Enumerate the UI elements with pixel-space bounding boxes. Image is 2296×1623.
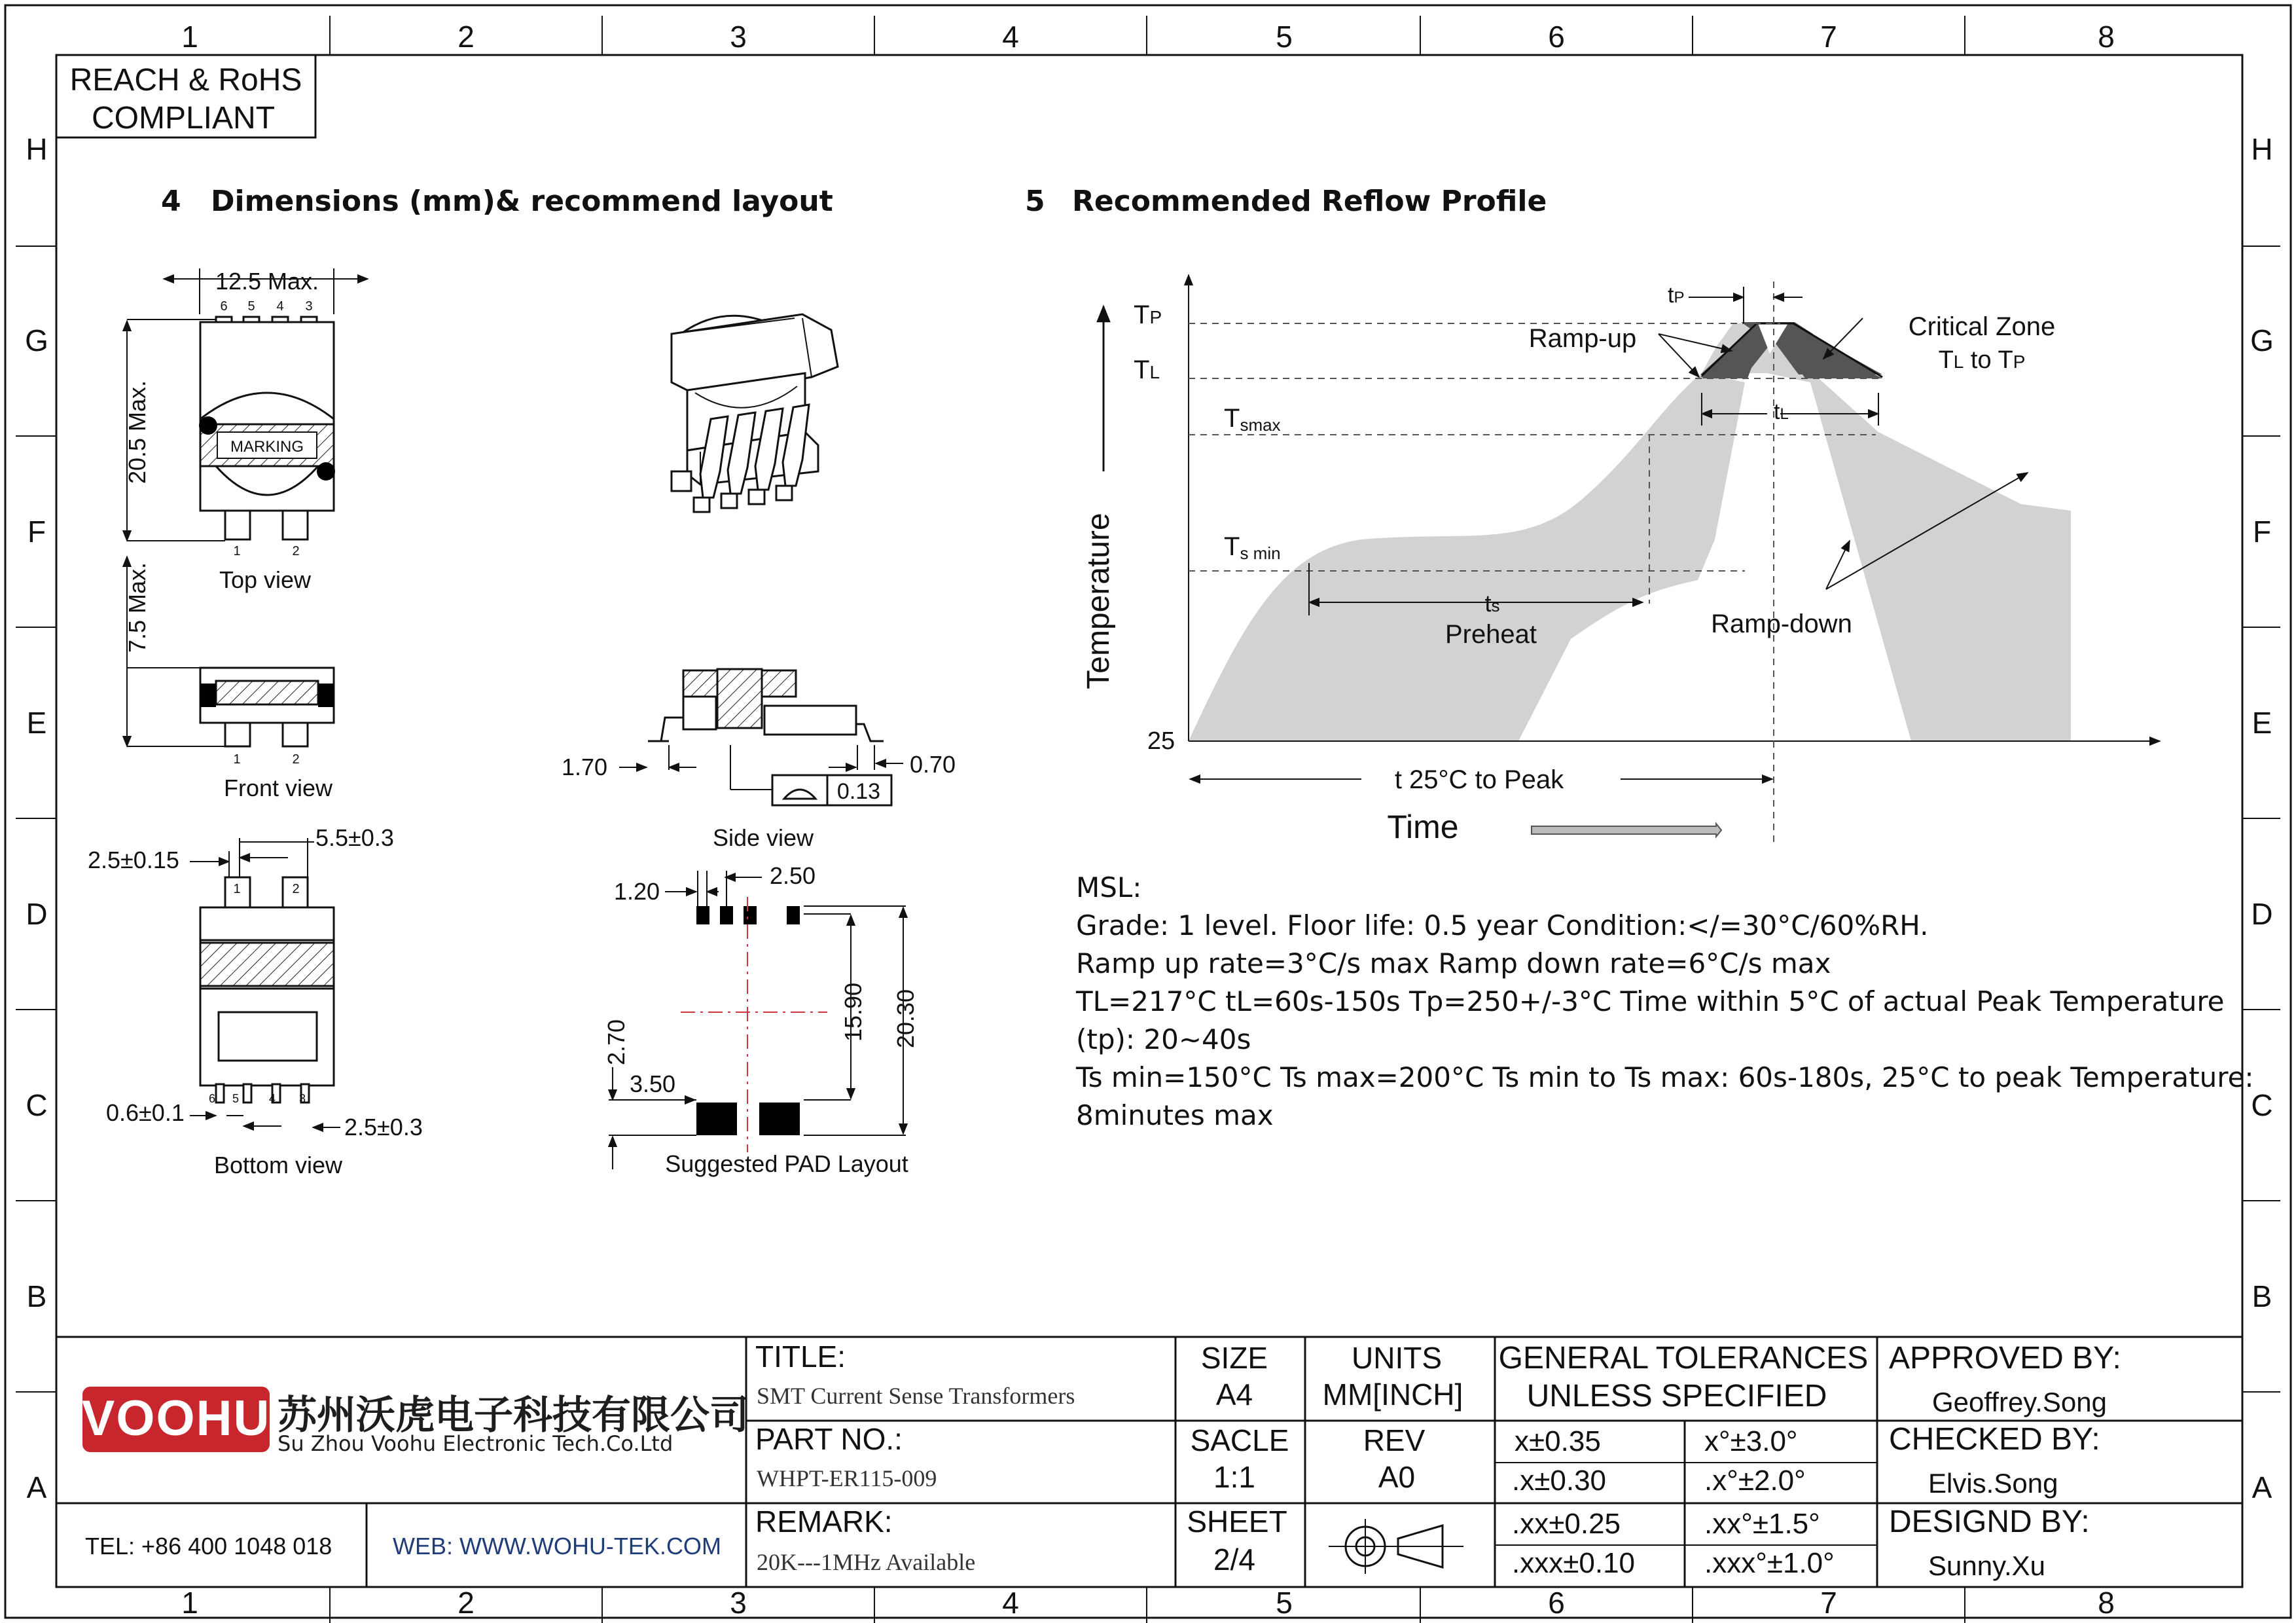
- row-label: G: [2250, 323, 2274, 357]
- tolerance-value: .xx±0.25: [1512, 1508, 1621, 1540]
- pad-layout: [603, 862, 919, 1177]
- sheet-label: SHEET: [1187, 1504, 1287, 1539]
- section-4-number: 4: [161, 185, 181, 218]
- isometric-view: [672, 314, 838, 512]
- msl-line: Grade: 1 level. Floor life: 0.5 year Condition:</=30°C/60%RH.: [1076, 909, 1929, 941]
- logo-text: VOOHU: [81, 1391, 271, 1446]
- column-label: 1: [181, 1586, 198, 1620]
- row-label: H: [26, 132, 48, 166]
- scale-label: SACLE: [1190, 1423, 1289, 1457]
- tsmin-label: Ts min: [1224, 532, 1281, 563]
- remark-label: REMARK:: [755, 1504, 893, 1539]
- ramp-down-label: Ramp-down: [1711, 610, 1852, 638]
- section-5-title: Recommended Reflow Profile: [1072, 185, 1547, 218]
- pin-number: 5: [232, 1092, 240, 1105]
- preheat-label: Preheat: [1444, 620, 1537, 649]
- compliance-line-1: REACH & RoHS: [69, 63, 302, 98]
- pad-height-dim: 2.70: [603, 1019, 630, 1066]
- pad-width-dim: 1.20: [614, 878, 660, 905]
- row-label: F: [27, 515, 46, 549]
- top-width-label: 12.5 Max.: [215, 268, 319, 295]
- section-4-title: Dimensions (mm)& recommend layout: [211, 185, 833, 218]
- pin-number: 2: [292, 544, 300, 558]
- column-label: 5: [1276, 1586, 1293, 1620]
- ramp-up-label: Ramp-up: [1528, 324, 1637, 353]
- x-span-label: t 25°C to Peak: [1394, 765, 1564, 794]
- approved-value: Geoffrey.Song: [1932, 1387, 2107, 1417]
- column-label: 1: [181, 20, 198, 54]
- remark-value: 20K---1MHz Available: [757, 1549, 976, 1575]
- designed-value: Sunny.Xu: [1928, 1550, 2046, 1581]
- pin-number: 6: [220, 299, 228, 314]
- big-pad-dim: 3.50: [630, 1070, 676, 1097]
- tel: TEL: +86 400 1048 018: [85, 1533, 332, 1559]
- compliance-box: [56, 55, 315, 137]
- front-view: [124, 556, 334, 801]
- sheet-value: 2/4: [1213, 1542, 1255, 1577]
- units-value: MM[INCH]: [1322, 1377, 1463, 1412]
- pin-number: 3: [305, 299, 313, 314]
- title-value: SMT Current Sense Transformers: [757, 1383, 1075, 1409]
- dim-d-label: 2.5±0.3: [344, 1114, 423, 1140]
- tsmax-label: Tsmax: [1224, 404, 1281, 435]
- msl-line: TL=217°C tL=60s-150s Tp=250+/-3°C Time within 5°C of actual Peak Temperature: [1076, 985, 2225, 1017]
- tp-label: TP: [1134, 301, 1162, 329]
- pin-number: 4: [268, 1092, 276, 1105]
- row-label: A: [26, 1470, 47, 1504]
- row-label: E: [26, 706, 47, 740]
- column-label: 2: [457, 20, 475, 54]
- size-value: A4: [1215, 1377, 1253, 1412]
- column-label: 6: [1548, 1586, 1565, 1620]
- tolerance-value: .x±0.30: [1512, 1465, 1607, 1497]
- section-5-number: 5: [1025, 185, 1045, 218]
- ts-label: ts: [1484, 590, 1500, 617]
- side-right-dim: 0.70: [910, 751, 956, 778]
- approved-label: APPROVED BY:: [1889, 1341, 2121, 1376]
- msl-line: Ramp up rate=3°C/s max Ramp down rate=6°C/s max: [1076, 947, 1831, 979]
- column-label: 3: [730, 20, 747, 54]
- column-label: 4: [1002, 1586, 1019, 1620]
- msl-notes: [1075, 871, 2254, 1131]
- tp-time-label: tP: [1668, 283, 1685, 308]
- dim-a-label: 2.5±0.15: [88, 847, 179, 873]
- rev-label: REV: [1363, 1423, 1426, 1457]
- pin-number: 2: [292, 882, 300, 896]
- tolerance-value: .xxx°±1.0°: [1704, 1547, 1835, 1579]
- column-label: 8: [2098, 1586, 2115, 1620]
- scale-value: 1:1: [1213, 1460, 1255, 1494]
- checked-value: Elvis.Song: [1928, 1468, 2058, 1499]
- msl-line: 8minutes max: [1076, 1099, 1274, 1131]
- critical-zone-line-1: Critical Zone: [1908, 312, 2056, 341]
- pin-number: 1: [233, 882, 241, 896]
- pin-number: 4: [276, 299, 284, 314]
- x-axis-label: Time: [1387, 809, 1459, 845]
- tolerance-value: .x°±2.0°: [1704, 1465, 1806, 1497]
- units-label: UNITS: [1352, 1341, 1442, 1375]
- column-label: 7: [1820, 20, 1837, 54]
- size-label: SIZE: [1200, 1341, 1268, 1375]
- tolerance-header-2: UNLESS SPECIFIED: [1526, 1379, 1827, 1413]
- pad-inner-dim: 15.90: [840, 982, 867, 1042]
- rev-value: A0: [1378, 1460, 1416, 1494]
- bottom-view-caption: Bottom view: [213, 1152, 343, 1178]
- row-label: C: [2251, 1088, 2273, 1122]
- column-label: 5: [1276, 20, 1293, 54]
- critical-zone-line-2: TL to TP: [1938, 346, 2026, 374]
- pin-number: 1: [233, 752, 241, 767]
- top-view-caption: Top view: [219, 566, 312, 593]
- msl-line: MSL:: [1076, 871, 1142, 903]
- top-height-label: 20.5 Max.: [124, 380, 151, 484]
- row-label: C: [26, 1088, 48, 1122]
- row-label: A: [2251, 1470, 2272, 1504]
- pin-number: 5: [247, 299, 255, 314]
- row-label: H: [2251, 132, 2273, 166]
- column-label: 4: [1002, 20, 1019, 54]
- side-view-caption: Side view: [712, 824, 814, 851]
- web-link[interactable]: WEB: WWW.WOHU-TEK.COM: [393, 1533, 721, 1559]
- row-label: F: [2252, 515, 2272, 549]
- pad-outer-dim: 20.30: [892, 989, 919, 1049]
- tolerance-value: x°±3.0°: [1704, 1425, 1798, 1457]
- compliance-line-2: COMPLIANT: [91, 101, 276, 136]
- column-label: 6: [1548, 20, 1565, 54]
- row-label: E: [2251, 706, 2272, 740]
- column-label: 3: [730, 1586, 747, 1620]
- company-name-en: Su Zhou Voohu Electronic Tech.Co.Ltd: [278, 1431, 673, 1456]
- tolerance-header-1: GENERAL TOLERANCES: [1498, 1341, 1869, 1376]
- title-label: TITLE:: [755, 1340, 846, 1374]
- y-axis-label: Temperature: [1081, 513, 1116, 689]
- pin-number: 6: [208, 1092, 216, 1105]
- row-label: B: [26, 1279, 47, 1313]
- marking-label: MARKING: [230, 438, 304, 456]
- column-label: 2: [457, 1586, 475, 1620]
- sheet-frame: [5, 5, 2291, 1623]
- row-label: G: [25, 323, 48, 357]
- pin-number: 1: [233, 544, 241, 558]
- bottom-view: [88, 824, 423, 1178]
- side-left-dim: 1.70: [562, 754, 608, 780]
- tl-label: TL: [1134, 356, 1160, 384]
- title-block: [56, 1337, 2242, 1587]
- part-value: WHPT-ER115-009: [757, 1465, 937, 1491]
- tl-time-label: tL: [1774, 399, 1789, 424]
- top-view: [124, 268, 368, 593]
- front-view-caption: Front view: [223, 775, 333, 801]
- pin-number: 2: [292, 752, 300, 767]
- column-label: 8: [2098, 20, 2115, 54]
- designed-label: DESIGND BY:: [1889, 1504, 2090, 1539]
- checked-label: CHECKED BY:: [1889, 1422, 2100, 1457]
- tolerance-value: .xx°±1.5°: [1704, 1508, 1820, 1540]
- part-label: PART NO.:: [755, 1422, 903, 1456]
- tolerance-value: .xxx±0.10: [1512, 1547, 1636, 1579]
- row-label: D: [2251, 897, 2273, 931]
- msl-line: (tp): 20~40s: [1076, 1023, 1251, 1055]
- flatness-value: 0.13: [836, 779, 881, 804]
- column-label: 7: [1820, 1586, 1837, 1620]
- company-name-cn: 苏州沃虎电子科技有限公司: [278, 1393, 749, 1438]
- row-label: B: [2251, 1279, 2272, 1313]
- pad-pitch-dim: 2.50: [770, 862, 816, 889]
- projection-symbol-icon: [1329, 1519, 1463, 1574]
- dim-b-label: 5.5±0.3: [315, 824, 394, 851]
- reflow-profile: [1081, 275, 2160, 845]
- pin-number: 3: [298, 1092, 306, 1105]
- msl-line: Ts min=150°C Ts max=200°C Ts min to Ts max: 60s-180s, 25°C to peak Temperature:: [1076, 1061, 2254, 1093]
- dim-c-label: 0.6±0.1: [106, 1099, 185, 1126]
- row-label: D: [26, 897, 48, 931]
- y-origin-label: 25: [1147, 727, 1175, 755]
- front-height-label: 7.5 Max.: [124, 562, 151, 653]
- pad-layout-caption: Suggested PAD Layout: [665, 1150, 908, 1177]
- tolerance-value: x±0.35: [1515, 1425, 1601, 1457]
- side-view: [562, 669, 956, 851]
